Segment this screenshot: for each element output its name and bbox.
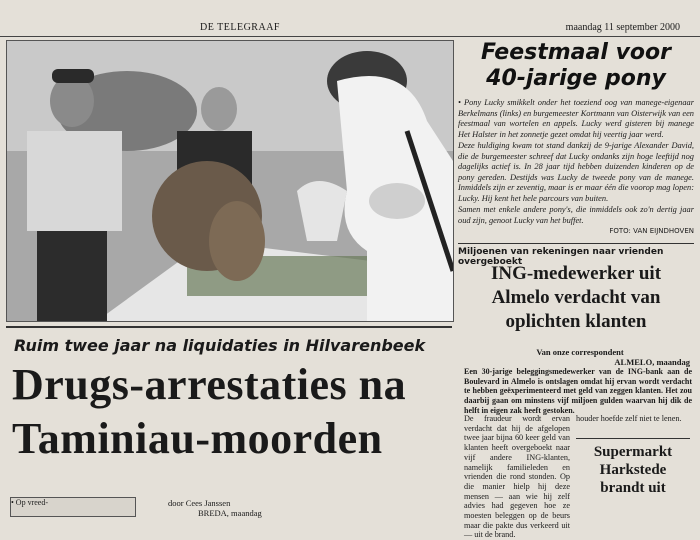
drugs-kicker: Ruim twee jaar na liquidaties in Hilvarenbeek bbox=[14, 336, 426, 355]
pony-paragraph: • Pony Lucky smikkelt onder het toeziend oog van manege-eigenaar Berkelmans (links) en burgemeester Kortmann van Oisterwijk van een feestmaal van wortelen en appels. Lucky werd gisteren bij manege Het Halster in het zonnetje gezet omdat hij veertig jaar werd. bbox=[458, 98, 694, 139]
photo-illustration bbox=[7, 41, 453, 321]
supermarkt-headline-line-3: brandt uit bbox=[600, 480, 666, 496]
ing-column-2: houder hoefde zelf niet te lenen. bbox=[576, 414, 682, 423]
ing-correspondent: Van onze correspondent bbox=[536, 347, 624, 357]
pony-paragraph: Deze huldiging kwam tot stand dankzij de 9-jarige Alexander David, die de burgemeester schreef dat Lucky ondanks zijn hoge leeftijd nog dagelijks actief is. In 28 jaar tijd hebben duizenden kinderen op de pony gereden. Destijds was Lucky de tweede pony van de manege. Inmiddels zijn er zeventig, maar is er maar één die voorop mag lopen: Lucky. Hij kent het hele parcours van buiten. bbox=[458, 141, 694, 203]
ing-headline-line-2: Almelo verdacht van bbox=[491, 287, 661, 308]
ing-kicker: Miljoenen van rekeningen naar vrienden overgeboekt bbox=[458, 243, 694, 267]
drugs-headline-line-2: Taminiau-moorden bbox=[12, 414, 383, 463]
ing-headline bbox=[458, 262, 694, 334]
pony-photo bbox=[6, 40, 454, 322]
pony-headline-line-1: Feestmaal voor bbox=[480, 40, 671, 65]
supermarkt-headline-line-1: Supermarkt bbox=[593, 444, 673, 460]
pony-article bbox=[458, 40, 694, 235]
teaser-box: • Op vreed- bbox=[10, 497, 136, 517]
pony-headline bbox=[458, 40, 694, 92]
ing-dateline: ALMELO, maandag bbox=[614, 357, 690, 367]
drugs-headline-line-1: Drugs-arrestaties na bbox=[12, 360, 407, 409]
pony-paragraph: Samen met enkele andere pony's, die inmiddels ook zo'n dertig jaar oud zijn, genoot Lucky van het buffet. bbox=[458, 205, 694, 225]
supermarkt-headline bbox=[576, 438, 690, 497]
pony-headline-line-2: 40-jarige pony bbox=[486, 66, 666, 91]
ing-headline-line-1: ING-medewerker uit bbox=[490, 263, 662, 284]
masthead: DE TELEGRAAF bbox=[200, 22, 280, 33]
photo-credit: FOTO: VAN EIJNDHOVEN bbox=[609, 227, 694, 235]
supermarkt-headline-line-2: Harkstede bbox=[599, 462, 667, 478]
drugs-dateline: BREDA, maandag bbox=[198, 508, 262, 518]
drugs-headline bbox=[12, 358, 460, 466]
section-rule bbox=[6, 326, 452, 328]
ing-lead-text: Een 30-jarige beleggingsmedewerker van de ING-bank aan de Boulevard in Almelo is ontslagen omdat hij ervan wordt verdacht te hebben geëxperimenteerd met geld van zeggen klanten. Het zou daarbij gaan om minstens vijf miljoen gulden waarvan hij dik de helft in eigen zak heeft gestoken. bbox=[464, 367, 692, 415]
top-rule bbox=[0, 36, 700, 37]
date-line: maandag 11 september 2000 bbox=[565, 22, 680, 33]
ing-headline-line-3: oplichten klanten bbox=[505, 311, 647, 332]
byline: door Cees Janssen bbox=[168, 498, 231, 508]
pony-body bbox=[458, 98, 694, 226]
ing-column-1: De fraudeur wordt ervan verdacht dat hij de afgelopen twee jaar bijna 60 keer geld van klanten heeft overgeboekt naar vijf andere ING-klanten, namelijk familieleden en vrienden die rond stonden. Op die manier hielp hij deze mensen — aan wie hij zelf advies had gegeven hoe ze moesten beleggen op de beurs maar die pakte dus verkeerd uit — uit de brand. bbox=[464, 414, 570, 540]
ing-lead bbox=[464, 367, 692, 416]
